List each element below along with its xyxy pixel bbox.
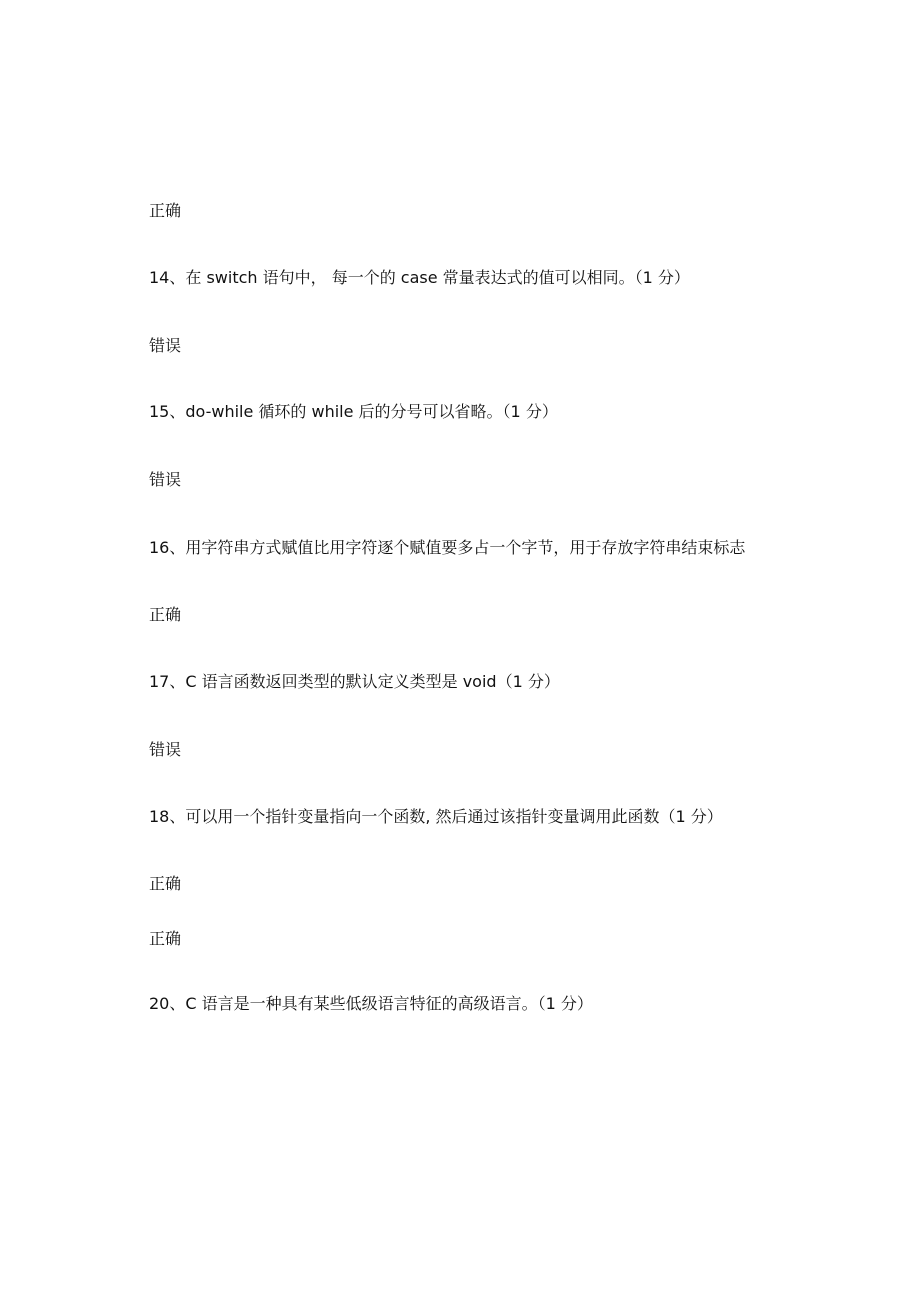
question-line: 20、C 语言是一种具有某些低级语言特征的高级语言。（1 分） [149, 994, 593, 1013]
answer-line: 正确 [149, 874, 182, 893]
question-line: 15、do-while 循环的 while 后的分号可以省略。（1 分） [149, 402, 558, 421]
answer-line: 正确 [149, 201, 182, 220]
question-line: 18、可以用一个指针变量指向一个函数, 然后通过该指针变量调用此函数（1 分） [149, 807, 723, 826]
question-line: 14、在 switch 语句中， 每一个的 case 常量表达式的值可以相同。（1 分） [149, 268, 690, 287]
question-line: 17、C 语言函数返回类型的默认定义类型是 void（1 分） [149, 672, 560, 691]
answer-line: 错误 [149, 470, 182, 489]
answer-line: 错误 [149, 740, 182, 759]
answer-line: 正确 [149, 605, 182, 624]
answer-line: 错误 [149, 336, 182, 355]
answer-line: 正确 [149, 929, 182, 948]
question-line: 16、用字符串方式赋值比用字符逐个赋值要多占一个字节，用于存放字符串结束标志 [149, 538, 746, 557]
